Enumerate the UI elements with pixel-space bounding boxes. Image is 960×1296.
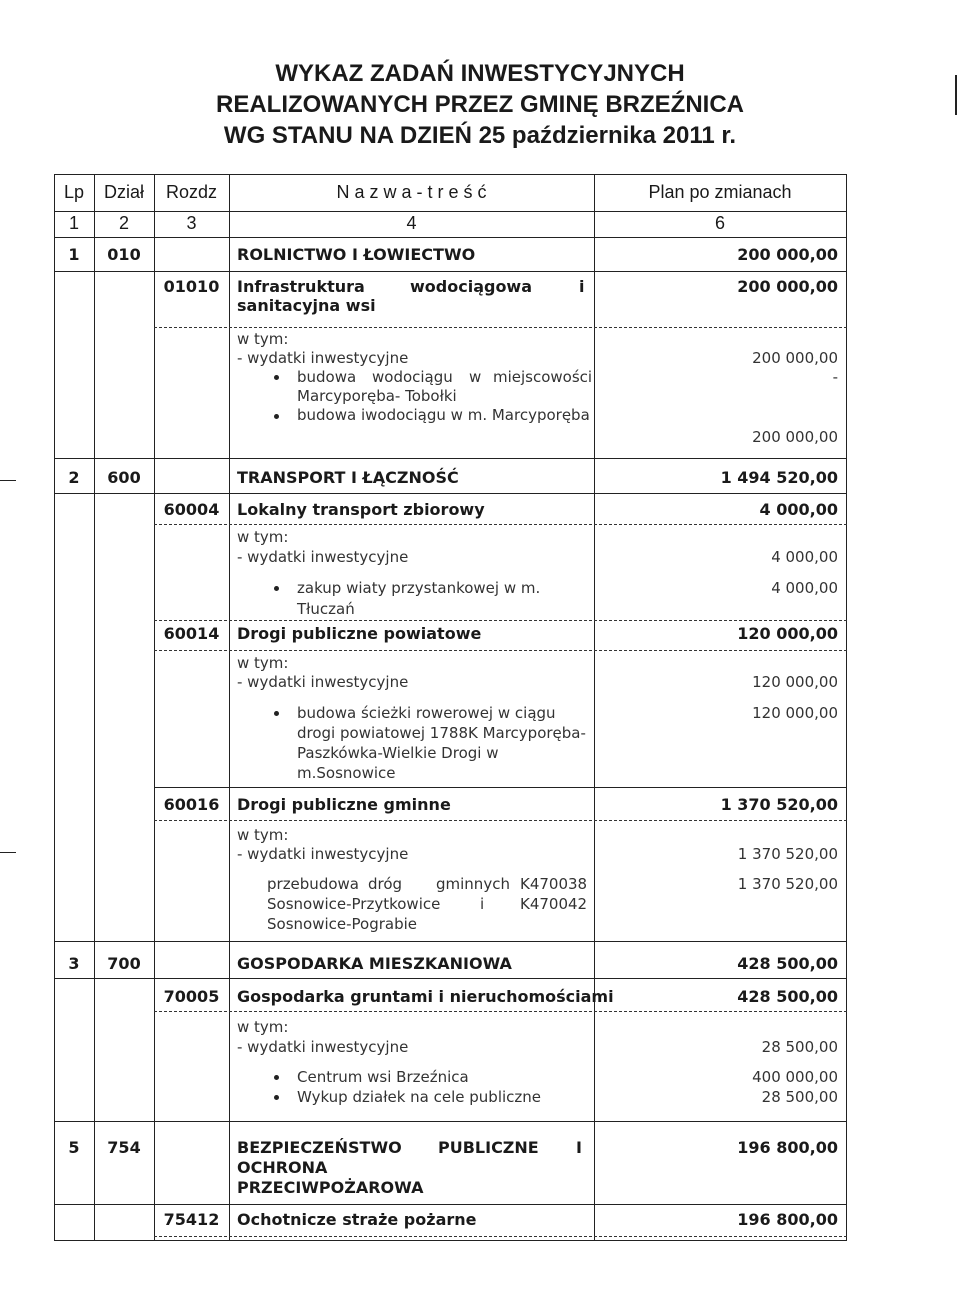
document-title <box>0 58 960 151</box>
rozdzial-name-word: i <box>579 277 585 296</box>
wydatki-amount: 120 000,00 <box>752 673 838 691</box>
wydatki-label: - wydatki inwestycyjne <box>237 349 409 367</box>
section-amount: 428 500,00 <box>737 954 838 973</box>
rozdzial-name: Lokalny transport zbiorowy <box>237 500 485 519</box>
section-amount: 200 000,00 <box>737 245 838 264</box>
rozdzial-name-word: Infrastruktura <box>237 277 365 296</box>
header-nazwa: N a z w a - t r e ś ć <box>336 182 487 202</box>
colnum-4: 4 <box>406 213 417 233</box>
rozdzial-name-word: wodociągowa <box>410 277 533 296</box>
item-line1: budowa ścieżki rowerowej w ciągu <box>297 704 556 722</box>
row-line <box>54 1121 847 1122</box>
row-line <box>54 237 847 238</box>
column-divider-nazwa <box>594 174 595 1240</box>
row-line <box>54 493 847 494</box>
scan-edge-mark <box>0 480 16 481</box>
colnum-1: 1 <box>68 213 79 233</box>
rozdzial-name: Drogi publiczne powiatowe <box>237 624 482 643</box>
section-name-word: I <box>576 1138 582 1157</box>
row-line <box>54 174 847 175</box>
section-name: TRANSPORT I ŁĄCZNOŚĆ <box>237 468 459 487</box>
item-text: Centrum wsi Brzeźnica <box>297 1068 469 1086</box>
rozdzial-amount: 428 500,00 <box>737 987 838 1006</box>
dashed-separator <box>154 620 847 621</box>
bullet-icon <box>274 711 279 716</box>
w-tym-label: w tym: <box>237 528 289 546</box>
item-amount: 1 370 520,00 <box>737 875 838 893</box>
title-line-2: REALIZOWANYCH PRZEZ GMINĘ BRZEŹNICA <box>216 91 744 118</box>
wydatki-label: - wydatki inwestycyjne <box>237 548 409 566</box>
dashed-separator <box>154 524 847 525</box>
row-line <box>54 978 847 979</box>
row-line <box>54 458 847 459</box>
title-line-3: WG STANU NA DZIEŃ 25 października 2011 r. <box>223 122 737 149</box>
wydatki-amount: 200 000,00 <box>752 349 838 367</box>
rozdzial-name: Drogi publiczne gminne <box>237 795 451 814</box>
item-amount: 400 000,00 <box>752 1068 838 1086</box>
header-rozdz: Rozdz <box>165 182 218 202</box>
row-line <box>54 941 847 942</box>
w-tym-label: w tym: <box>237 826 289 844</box>
bullet-icon <box>274 1075 279 1080</box>
rozdzial-amount: 4 000,00 <box>759 500 838 519</box>
section-lp: 3 <box>68 954 80 973</box>
rozdzial-amount: 200 000,00 <box>737 277 838 296</box>
row-line <box>54 271 847 272</box>
item-word: i <box>480 895 485 913</box>
item-word: wodociągu <box>372 368 453 386</box>
rozdzial-amount: 196 800,00 <box>737 1210 838 1229</box>
rozdzial-code: 70005 <box>163 987 220 1006</box>
bullet-icon <box>274 414 279 419</box>
wydatki-label: - wydatki inwestycyjne <box>237 673 409 691</box>
rozdzial-amount: 1 370 520,00 <box>720 795 838 814</box>
table-border-left <box>54 174 55 1240</box>
section-dzial: 754 <box>107 1138 141 1157</box>
w-tym-label: w tym: <box>237 330 289 348</box>
item-word: gminnych <box>436 875 510 893</box>
wydatki-label: - wydatki inwestycyjne <box>237 1038 409 1056</box>
dashed-separator <box>154 1011 847 1012</box>
rozdzial-code: 01010 <box>163 277 220 296</box>
section-lp: 1 <box>68 245 80 264</box>
section-amount: 1 494 520,00 <box>720 468 838 487</box>
w-tym-label: w tym: <box>237 1018 289 1036</box>
section-lp: 2 <box>68 468 80 487</box>
section-name: ROLNICTWO I ŁOWIECTWO <box>237 245 476 264</box>
rozdzial-name-line2: sanitacyjna wsi <box>237 296 376 315</box>
bullet-icon <box>274 1095 279 1100</box>
item-text: Wykup działek na cele publiczne <box>297 1088 542 1106</box>
colnum-2: 2 <box>118 213 129 233</box>
wydatki-amount: 4 000,00 <box>771 548 838 566</box>
item-text: budowa iwodociągu w m. Marcyporęba <box>297 406 590 424</box>
dashed-separator <box>154 650 847 651</box>
bullet-icon <box>274 375 279 380</box>
section-amount: 196 800,00 <box>737 1138 838 1157</box>
column-divider-dzial <box>154 174 155 1240</box>
item-line3: Paszkówka-Wielkie Drogi w <box>297 744 499 762</box>
wydatki-amount: 1 370 520,00 <box>737 845 838 863</box>
header-plan: Plan po zmianach <box>648 182 792 202</box>
item-line4: m.Sosnowice <box>297 764 396 782</box>
section-name: GOSPODARKA MIESZKANIOWA <box>237 954 512 973</box>
section-name-line2: OCHRONA <box>237 1158 328 1177</box>
bullet-icon <box>274 586 279 591</box>
item-amount: - <box>832 368 838 386</box>
section-dzial: 600 <box>107 468 141 487</box>
item-line2: Tłuczań <box>297 600 355 618</box>
title-line-1: WYKAZ ZADAŃ INWESTYCYJNYCH <box>275 60 685 87</box>
rozdzial-name: Ochotnicze straże pożarne <box>237 1210 477 1229</box>
dashed-separator <box>154 820 847 821</box>
column-divider-rozdz <box>229 174 230 1240</box>
section-name-line3: PRZECIWPOŻAROWA <box>237 1178 424 1197</box>
item-word: K470038 <box>520 875 588 893</box>
item-amount: 28 500,00 <box>761 1088 838 1106</box>
scan-edge-mark <box>0 852 16 853</box>
item-line3: Sosnowice-Pograbie <box>267 915 418 933</box>
item-word: w <box>469 368 482 386</box>
item-amount: 4 000,00 <box>771 579 838 597</box>
item-word: dróg <box>368 875 403 893</box>
section-name-word: BEZPIECZEŃSTWO <box>237 1138 402 1157</box>
rozdzial-code: 60016 <box>163 795 220 814</box>
section-name-word: PUBLICZNE <box>438 1138 539 1157</box>
item-line2: drogi powiatowej 1788K Marcyporęba- <box>297 724 586 742</box>
item-word: przebudowa <box>267 875 359 893</box>
row-line <box>154 787 847 788</box>
item-word: budowa <box>297 368 357 386</box>
item-line2: Marcyporęba- Tobołki <box>297 387 457 405</box>
section-dzial: 700 <box>107 954 141 973</box>
row-line <box>54 1204 847 1205</box>
header-lp: Lp <box>63 182 85 202</box>
table-border-right <box>846 174 847 1240</box>
colnum-6: 6 <box>714 213 725 233</box>
item-word: K470042 <box>520 895 588 913</box>
scan-edge-mark <box>955 75 957 115</box>
wydatki-amount: 28 500,00 <box>761 1038 838 1056</box>
item-line1: zakup wiaty przystankowej w m. <box>297 579 541 597</box>
section-dzial: 010 <box>107 245 141 264</box>
dashed-separator <box>154 1236 847 1237</box>
colnum-3: 3 <box>186 213 197 233</box>
header-dzial: Dział <box>103 182 144 202</box>
rozdzial-code: 60014 <box>163 624 220 643</box>
item-amount: 200 000,00 <box>752 428 838 446</box>
w-tym-label: w tym: <box>237 654 289 672</box>
item-amount: 120 000,00 <box>752 704 838 722</box>
wydatki-label: - wydatki inwestycyjne <box>237 845 409 863</box>
row-line <box>54 1240 847 1241</box>
rozdzial-amount: 120 000,00 <box>737 624 838 643</box>
item-word: miejscowości <box>493 368 593 386</box>
dashed-separator <box>154 327 847 328</box>
rozdzial-name: Gospodarka gruntami i nieruchomościami <box>237 987 614 1006</box>
rozdzial-code: 60004 <box>163 500 220 519</box>
rozdzial-code: 75412 <box>163 1210 220 1229</box>
item-word: Sosnowice-Przytkowice <box>267 895 441 913</box>
row-line <box>54 211 847 212</box>
section-lp: 5 <box>68 1138 80 1157</box>
column-divider-lp <box>94 174 95 1240</box>
